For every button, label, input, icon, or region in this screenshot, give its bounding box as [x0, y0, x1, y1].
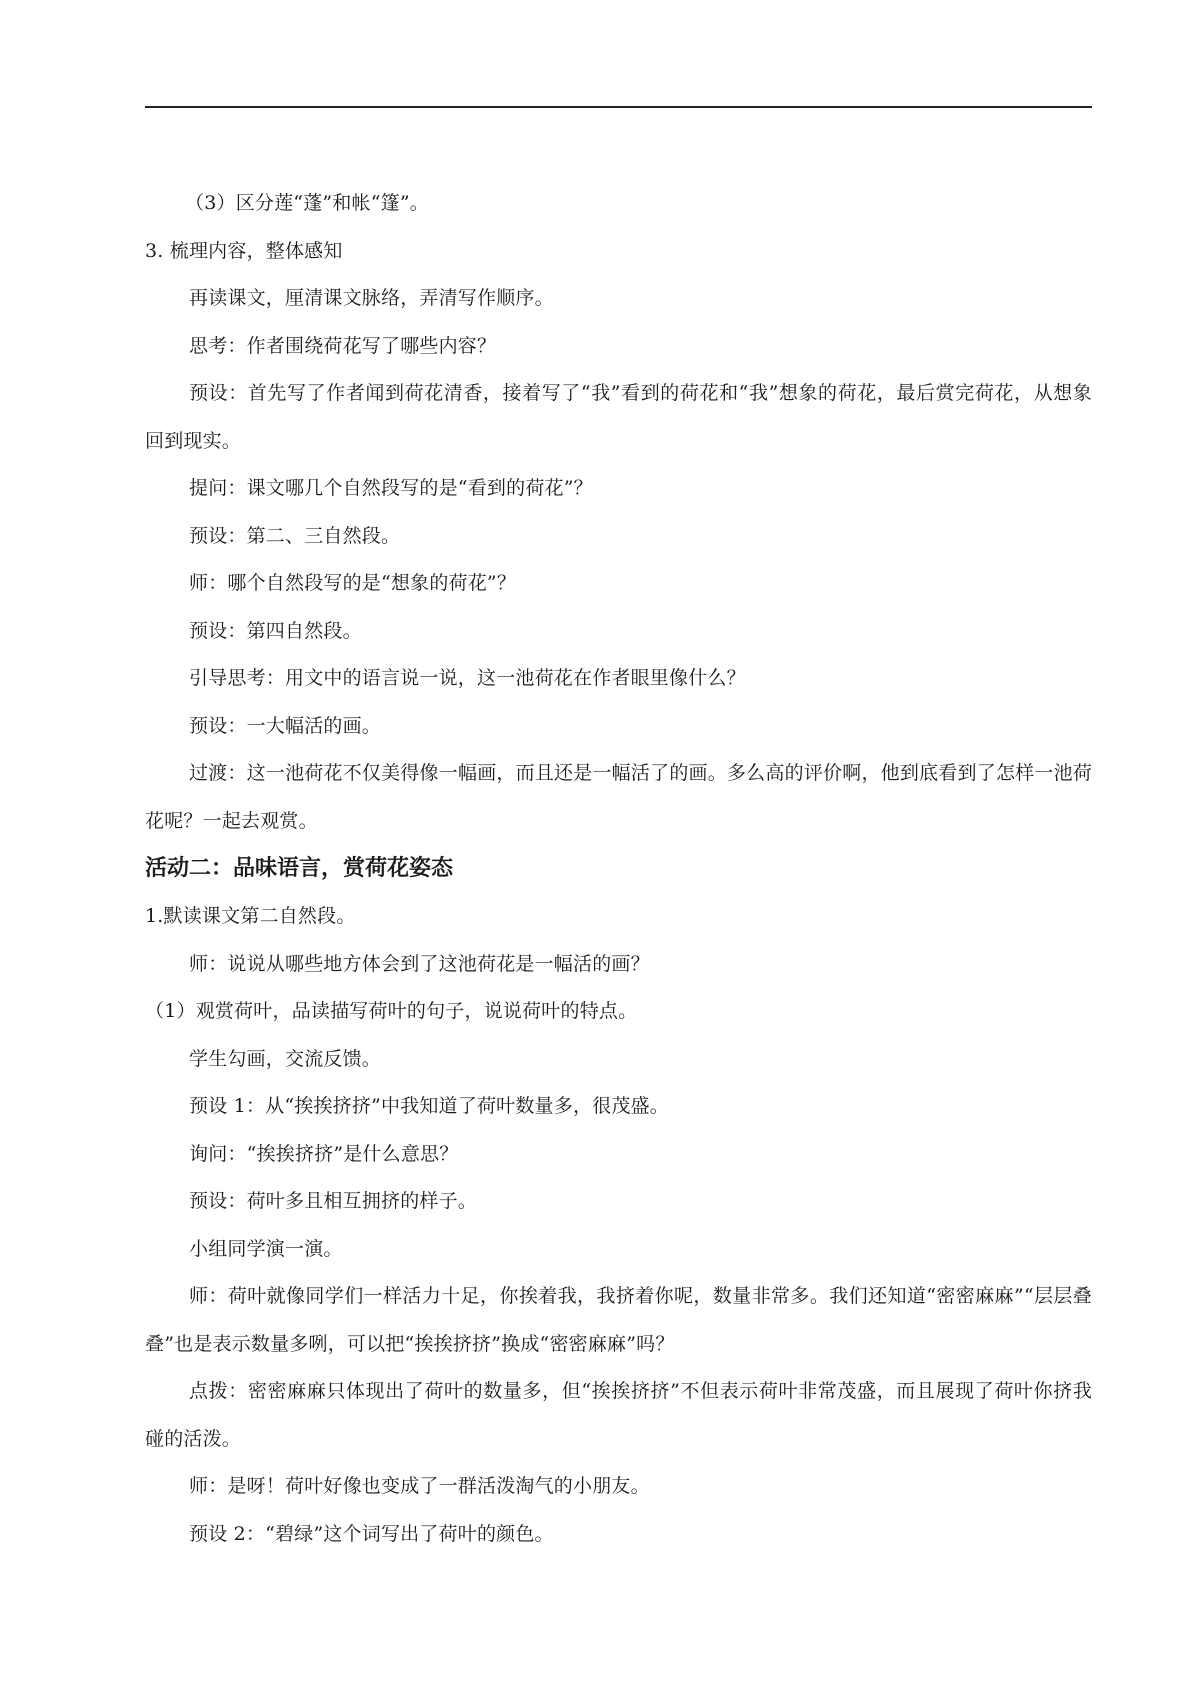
- paragraph-preset-fourth: 预设：第四自然段。: [189, 619, 362, 642]
- paragraph-preset-1: 预设 1：从“挨挨挤挤”中我知道了荷叶数量多，很茂盛。: [189, 1095, 669, 1117]
- section-title: 3. 梳理内容，整体感知: [145, 239, 343, 262]
- paragraph-ask: 询问：“挨挨挤挤”是什么意思？: [189, 1142, 459, 1165]
- paragraph-point: 点拨：密密麻麻只体现出了荷叶的数量多，但“挨挨挤挤”不但表示荷叶非常茂盛，而且展现了荷叶你挤我碰的活泼。: [145, 1380, 1092, 1450]
- paragraph-teacher-imagined: 师：哪个自然段写的是“想象的荷花”？: [189, 572, 517, 594]
- document-body: [145, 190, 1092, 1568]
- paragraph-preset-2: 预设 2：“碧绿”这个词写出了荷叶的颜色。: [189, 1522, 554, 1545]
- paragraph-students: 学生勾画，交流反馈。: [189, 1047, 382, 1070]
- paragraph-preset-painting: 预设：一大幅活的画。: [189, 714, 382, 737]
- paragraph-teacher-explain: 师：荷叶就像同学们一样活力十足，你挨着我，我挤着你呢，数量非常多。我们还知道“密密麻麻”“层层叠叠”也是表示数量多咧，可以把“挨挨挤挤”换成“密密麻麻”吗？: [145, 1285, 1092, 1355]
- paragraph-reread: 再读课文，厘清课文脉络，弄清写作顺序。: [189, 287, 554, 309]
- paragraph-guide: 引导思考：用文中的语言说一说，这一池荷花在作者眼里像什么？: [189, 667, 746, 689]
- paragraph-teacher-question: 师：说说从哪些地方体会到了这池荷花是一幅活的画？: [189, 952, 650, 975]
- paragraph-think: 思考：作者围绕荷花写了哪些内容？: [189, 334, 497, 357]
- step-silent-reading: 1.默读课文第二自然段。: [145, 905, 356, 927]
- paragraph-preset-seen: 预设：第二、三自然段。: [189, 524, 401, 547]
- paragraph-preset-meaning: 预设：荷叶多且相互拥挤的样子。: [189, 1190, 478, 1212]
- sub-item-leaves: （1）观赏荷叶，品读描写荷叶的句子，说说荷叶的特点。: [145, 1000, 638, 1022]
- paragraph-group: 小组同学演一演。: [189, 1237, 343, 1260]
- paragraph-teacher-yes: 师：是呀！荷叶好像也变成了一群活泼淘气的小朋友。: [189, 1475, 650, 1497]
- header-rule: [145, 106, 1092, 108]
- paragraph-preset-content: 预设：首先写了作者闻到荷花清香，接着写了“我”看到的荷花和“我”想象的荷花，最后赏完荷花，从想象回到现实。: [145, 382, 1092, 452]
- paragraph-question: 提问：课文哪几个自然段写的是“看到的荷花”？: [189, 477, 593, 499]
- item-distinguish: （3）区分莲“蓬”和帐“篷”。: [185, 192, 429, 214]
- activity-heading: 活动二：品味语言，赏荷花姿态: [145, 856, 454, 881]
- paragraph-transition: 过渡：这一池荷花不仅美得像一幅画，而且还是一幅活了的画。多么高的评价啊，他到底看到了怎样一池荷花呢？一起去观赏。: [145, 762, 1092, 832]
